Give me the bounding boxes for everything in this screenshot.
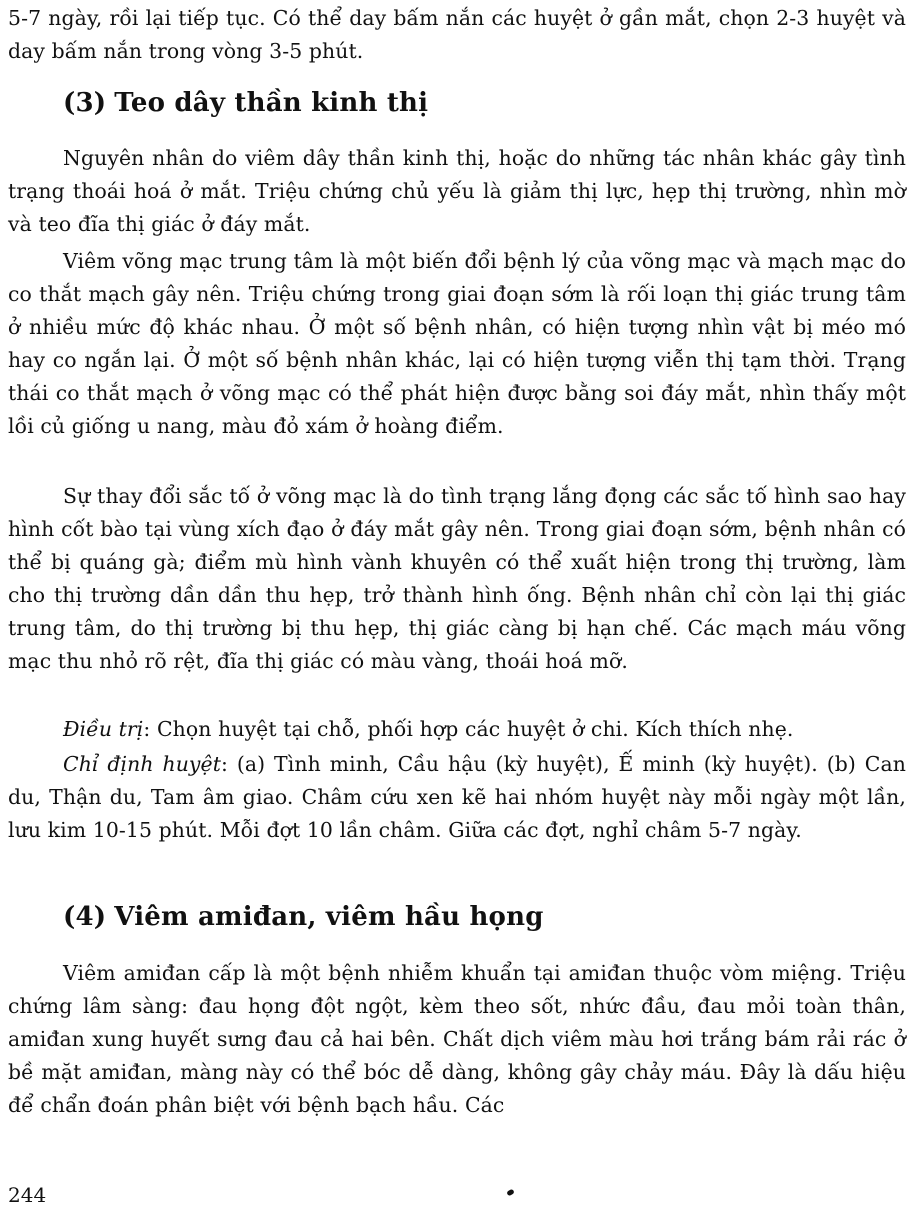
- document-page: [8, 0, 906, 1213]
- section-4-title: Viêm amiđan, viêm hầu họng: [114, 902, 544, 932]
- section-3-paragraph-3: Sự thay đổi sắc tố ở võng mạc là do tình trạng lắng đọng các sắc tố hình sao hay hình cốt bào tại vùng xích đạo ở đáy mắt gây nên. Trong giai đoạn sớm, bệnh nhân có thể bị quáng gà; điểm mù hình vành khuyên có thể xuất hiện trong thị trường, làm cho thị trường dần dần thu hẹp, trở thành hình ống. Bệnh nhân chỉ còn lại thị giác trung tâm, do thị trường bị thu hẹp, thị giác càng bị hạn chế. Các mạch máu võng mạc thu nhỏ rõ rệt, đĩa thị giác có màu vàng, thoái hoá mỡ.: [8, 484, 906, 673]
- acupoints-label: Chỉ định huyệt: [63, 752, 222, 776]
- section-3-paragraph-1: Nguyên nhân do viêm dây thần kinh thị, hoặc do những tác nhân khác gây tình trạng thoái hoá ở mắt. Triệu chứng chủ yếu là giảm thị lực, hẹp thị trường, nhìn mờ và teo đĩa thị giác ở đáy mắt.: [8, 146, 906, 236]
- intro-paragraph: 5-7 ngày, rồi lại tiếp tục. Có thể day bấm nắn các huyệt ở gần mắt, chọn 2-3 huyệt và day bấm nắn trong vòng 3-5 phút.: [8, 6, 906, 63]
- section-3-title: Teo dây thần kinh thị: [114, 88, 429, 118]
- page-number: 244: [8, 1183, 47, 1207]
- section-3-paragraph-2: Viêm võng mạc trung tâm là một biến đổi bệnh lý của võng mạc và mạch mạc do co thắt mạch gây nên. Triệu chứng trong giai đoạn sớm là rối loạn thị giác trung tâm ở nhiều mức độ khác nhau. Ở một số bệnh nhân, có hiện tượng nhìn vật bị méo mó hay co ngắn lại. Ở một số bệnh nhân khác, lại có hiện tượng viễn thị tạm thời. Trạng thái co thắt mạch ở võng mạc có thể phát hiện được bằng soi đáy mắt, nhìn thấy một lồi củ giống u nang, màu đỏ xám ở hoàng điểm.: [8, 249, 906, 438]
- treatment-text: : Chọn huyệt tại chỗ, phối hợp các huyệt ở chi. Kích thích nhẹ.: [143, 717, 794, 741]
- section-4-number: (4): [63, 902, 107, 932]
- treatment-paragraph: [8, 713, 906, 746]
- treatment-label: Điều trị: [63, 717, 144, 741]
- section-3-heading: [8, 88, 906, 118]
- section-4-paragraph-1: Viêm amiđan cấp là một bệnh nhiễm khuẩn tại amiđan thuộc vòm miệng. Triệu chứng lâm sàng: đau họng đột ngột, kèm theo sốt, nhức đầu, đau mỏi toàn thân, amiđan xung huyết sưng đau cả hai bên. Chất dịch viêm màu hơi trắng bám rải rác ở bề mặt amiđan, màng này có thể bóc dễ dàng, không gây chảy máu. Đây là dấu hiệu để chẩn đoán phân biệt với bệnh bạch hầu. Các: [8, 961, 906, 1117]
- section-4-heading: [8, 902, 906, 932]
- section-3-number: (3): [63, 88, 107, 118]
- acupoints-paragraph: [8, 748, 906, 847]
- acupoints-text: : (a) Tình minh, Cầu hậu (kỳ huyệt), Ế minh (kỳ huyệt). (b) Can du, Thận du, Tam âm giao. Châm cứu xen kẽ hai nhóm huyệt này mỗi ngày một lần, lưu kim 10-15 phút. Mỗi đợt 10 lần châm. Giữa các đợt, nghỉ châm 5-7 ngày.: [8, 752, 906, 842]
